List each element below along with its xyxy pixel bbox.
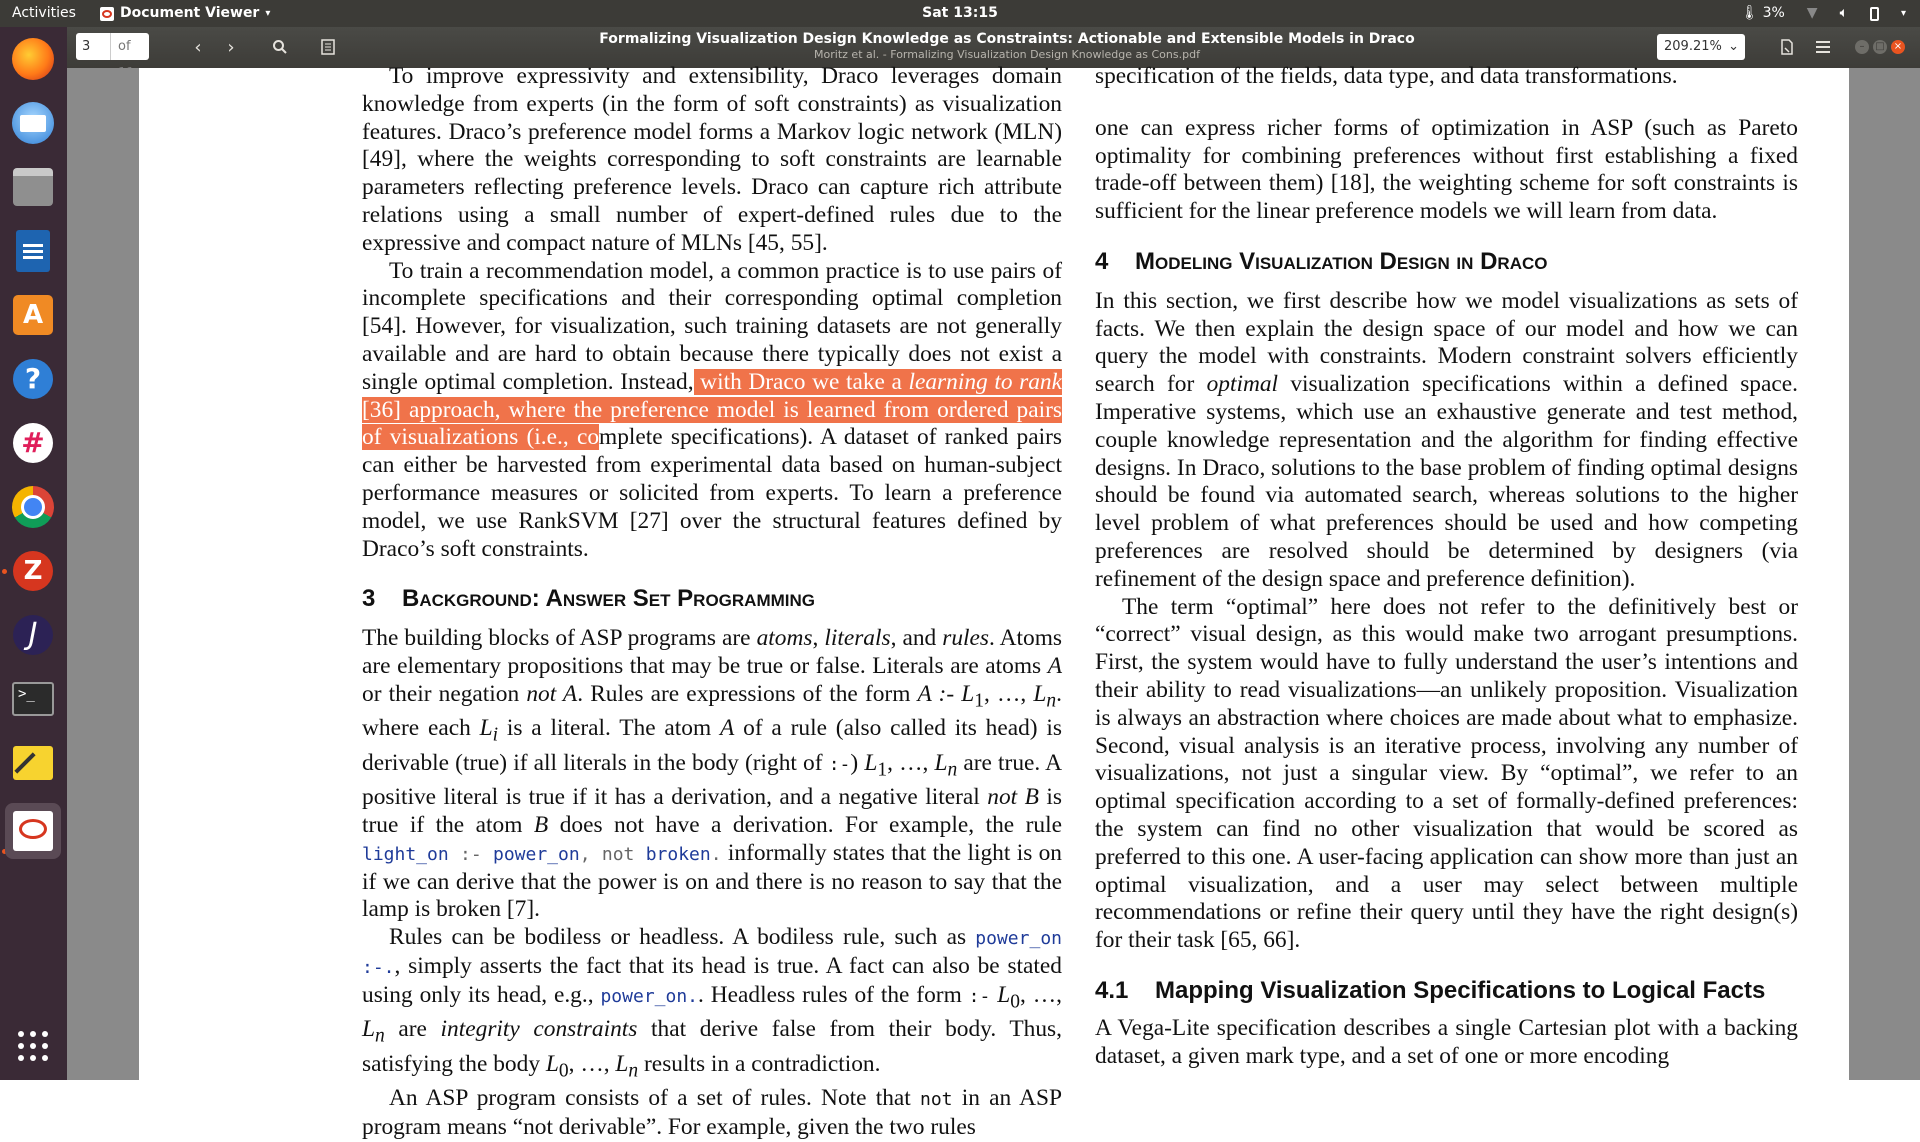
paragraph: The term “optimal” here does not refer to the definitively best or “correct” visual design, as this would make two arrogant presumptions. First, the system would have to fully understand the user’s intentions and their ability to read visualizations—an unlikely proposition. Visualization is always an abstraction where choices are made about what to emphasize. Second, visual analysis is an iterative process, involving any number of visualizations, not just a singular view. By “optimal”, we refer to an optimal specification according to a set of formally-defined preferences: the system can find no other visualization that would be scored as preferred to this one. A user-facing application can show more than just an optimal visualization, and a user may select between multiple recommendations or refine their query until they have the right design(s) for their task [65, 66]. — [1095, 593, 1798, 954]
terminal-icon[interactable]: >_ — [9, 675, 57, 723]
paragraph: An ASP program consists of a set of rules. Note that not in an ASP program means “not derivable”. For example, given the two rules — [362, 1085, 1062, 1140]
app-name: Document Viewer — [120, 5, 260, 21]
page-number-entry[interactable] — [76, 33, 149, 60]
clock[interactable]: Sat 13:15 — [922, 5, 998, 21]
chrome-icon[interactable] — [9, 483, 57, 531]
top-bar — [0, 0, 1920, 27]
document-viewer-icon[interactable] — [5, 803, 61, 859]
annotate-icon — [1780, 39, 1794, 55]
thunderbird-icon[interactable] — [9, 99, 57, 147]
document-viewer-small-icon — [100, 7, 114, 21]
menu-button[interactable] — [1810, 34, 1836, 60]
help-icon[interactable]: ? — [9, 355, 57, 403]
eclipse-icon[interactable]: J — [9, 611, 57, 659]
page-current[interactable]: 3 — [76, 33, 111, 60]
paragraph: Rules can be bodiless or headless. A bodiless rule, such as power_on :-., simply asserts the fact that its head is true. A fact can also be stated using only its head, e.g., power_on.. Headless rules of the form :- $L_0$, …, $L_n$ are integrity constraints that derive false from their body. Thus, satisfying the body $L_0$, …, $L_n$ results in a contradiction. — [362, 924, 1063, 1082]
app-menu[interactable] — [100, 0, 270, 27]
paragraph: To improve expressivity and extensibility, Draco leverages domain knowledge from experts (in the form of soft constraints) as visualization features. Draco’s preference model forms a Markov logic network (MLN) [49], where the weights corresponding to soft constraints are learnable parameters reflecting preference levels. Draco can capture rich attribute relations using a small number of expert-defined rules due to the expressive and compact nature of MLNs [45, 55]. — [362, 63, 1062, 256]
volume-icon: 🔈︎ — [1839, 5, 1848, 21]
next-page-button[interactable] — [218, 34, 244, 60]
power-menu-icon: ▾ — [1900, 8, 1906, 19]
software-icon[interactable]: A — [9, 291, 57, 339]
chevron-right-icon: › — [227, 36, 235, 58]
launcher-dock — [0, 27, 67, 1080]
paragraph: A Vega-Lite specification describes a single Cartesian plot with a backing dataset, a given mark type, and a set of one or more encoding — [1095, 1014, 1798, 1069]
minimize-button[interactable] — [1855, 40, 1869, 54]
notes-icon[interactable] — [9, 739, 57, 787]
document-title: Formalizing Visualization Design Knowledge as Constraints: Actionable and Extensible Models in Draco — [599, 31, 1415, 47]
sidebar-icon — [321, 39, 335, 55]
paragraph: one can express richer forms of optimization in ASP (such as Pareto optimality for combining preferences without first establishing a fixed trade-off between them) [18], the weighting scheme for soft constraints is sufficient for the linear preference models we will learn from data. — [1095, 114, 1798, 225]
minimize-icon: – — [1859, 41, 1865, 52]
sidebar-toggle-button[interactable] — [315, 34, 341, 60]
activities-button[interactable]: Activities — [12, 5, 76, 21]
section-heading: 3 Background: Answer Set Programming — [362, 585, 815, 613]
show-applications-icon[interactable] — [18, 1031, 48, 1061]
left-column — [362, 63, 1062, 1142]
chevron-down-icon: ▾ — [265, 8, 271, 19]
document-view[interactable] — [67, 63, 1920, 1140]
maximize-icon: □ — [1875, 41, 1885, 52]
close-icon: × — [1893, 41, 1903, 52]
close-button[interactable] — [1891, 40, 1905, 54]
search-icon — [272, 39, 288, 55]
slack-icon[interactable]: # — [9, 419, 57, 467]
network-icon: ▼ — [1806, 5, 1818, 21]
writer-icon[interactable] — [9, 227, 57, 275]
chevron-down-icon: ⌄ — [1728, 39, 1739, 54]
paragraph: specification of the fields, data type, and data transformations. — [1095, 63, 1678, 89]
subsection-heading: 4.1 Mapping Visualization Specifications to Logical Facts — [1095, 976, 1766, 1004]
battery-icon — [1870, 7, 1879, 21]
right-column — [1095, 63, 1798, 1070]
paragraph: To train a recommendation model, a common practice is to use pairs of incomplete specifications and their corresponding optimal completion [54]. However, for visualization, such training datasets are not generally available and are hard to obtain because there typically does not exist a single optimal completion. Instead, with Draco we take a learning to rank [36] approach, where the preference model is learned from ordered pairs of visualizations (i.e., complete specifications). A dataset of ranked pairs can either be harvested from experimental data based on human-subject performance measures or solicited from experts. To learn a preference model, we use RankSVM [27] over the structural features defined by Draco’s soft constraints. — [362, 257, 1062, 562]
battery-percent: 3% — [1762, 5, 1785, 21]
section-heading: 4 Modeling Visualization Design in Draco — [1095, 247, 1548, 275]
firefox-icon[interactable] — [9, 35, 57, 83]
zoom-value: 209.21% — [1664, 39, 1722, 54]
running-indicator — [2, 569, 7, 574]
zotero-icon[interactable]: Z — [9, 547, 57, 595]
maximize-button[interactable] — [1873, 40, 1887, 54]
annotate-button[interactable] — [1774, 34, 1800, 60]
text-highlight[interactable]: with Draco we take a learning to rank [36] approach, where the preference model is learned from ordered pairs of visualizations (i.e., co — [362, 368, 1062, 451]
thermometer-icon: 🌡︎ — [1740, 5, 1759, 21]
header-bar — [67, 27, 1920, 68]
page-total: of — [118, 39, 131, 54]
files-icon[interactable] — [9, 163, 57, 211]
document-filename: Moritz et al. - Formalizing Visualization Design Knowledge as Cons.pdf — [814, 48, 1200, 61]
chevron-left-icon: ‹ — [194, 36, 202, 58]
system-tray[interactable] — [1741, 0, 1906, 27]
previous-page-button[interactable] — [185, 34, 211, 60]
paragraph: The building blocks of ASP programs are atoms, literals, and rules. Atoms are elementary propositions that may be true or false. Literals are atoms A or their negation not A. Rules are expressions of the form A :- $L_1$, …, $L_n$. where each $L_i$ is a literal. The atom A of a rule (also called its head) is derivable (true) if all literals in the body (right of :-) $L_1$, …, $L_n$ are true. A positive literal is true if it has a derivation, and a negative literal not B is true if the atom B does not have a derivation. For example, the rule light_on :- power_on, not broken. informally states that the light is on if we can derive that the power is on and there is no reason to say that the lamp is broken [7]. — [362, 625, 1063, 923]
hamburger-icon — [1816, 41, 1830, 53]
zoom-select[interactable] — [1657, 34, 1745, 60]
paragraph: In this section, we first describe how we model visualizations as sets of facts. We then explain the design space of our model and how we can query the model with constraints. Modern constraint solvers efficiently search for optimal visualization specifications within a defined space. Imperative systems, which use an exhaustive generate and test method, couple knowledge representation and the algorithm for finding effective designs. In Draco, solutions to the base problem of finding optimal designs should be found via automated search, whereas solutions to the higher level problem of what preferences should be used and how competing preferences are resolved should be determined by designers (via refinement of the design space and preference definition). — [1095, 287, 1798, 592]
pdf-page — [139, 63, 1849, 1140]
search-button[interactable] — [267, 34, 293, 60]
